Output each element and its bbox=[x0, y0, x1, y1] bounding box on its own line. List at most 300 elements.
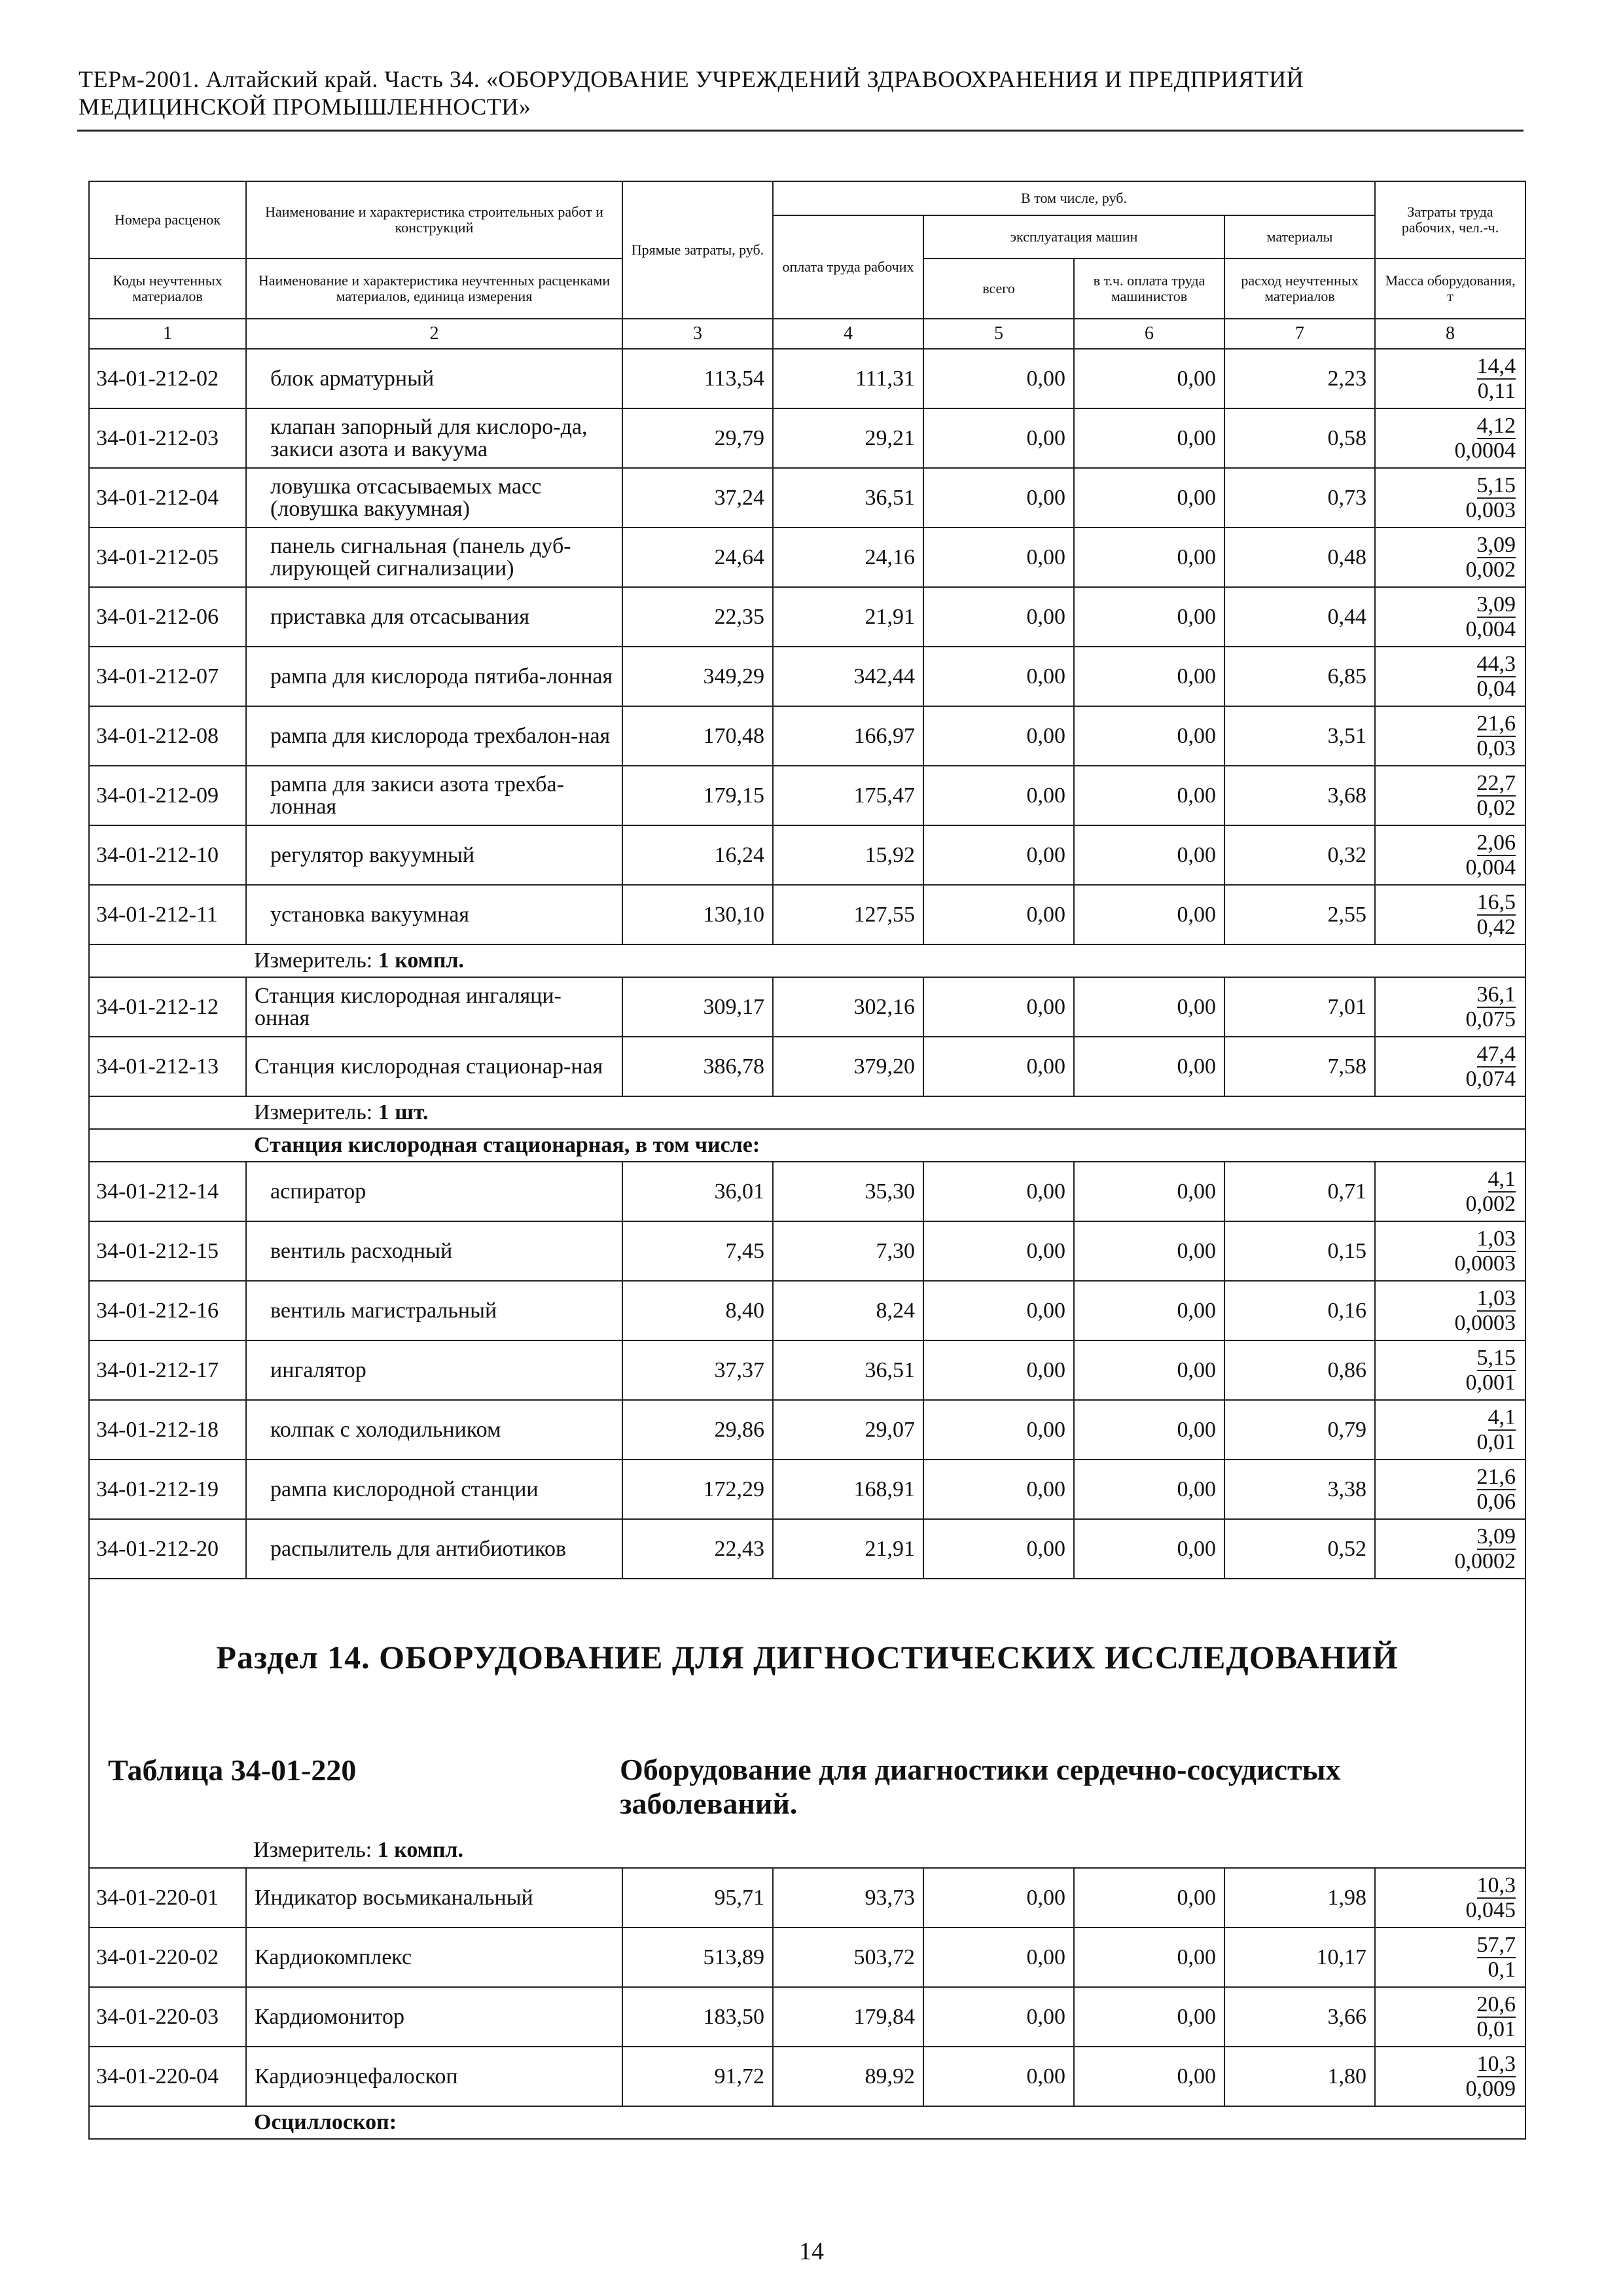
section-measure bbox=[253, 1838, 463, 1863]
machine-labor-cost: 0,00 bbox=[1074, 1928, 1224, 1987]
rate-code: 34-01-220-03 bbox=[89, 1987, 246, 2047]
rate-name-text: рампа для кислорода трехбалон-ная bbox=[270, 723, 611, 748]
equipment-mass: 0,01 bbox=[1476, 2017, 1516, 2041]
labor-cost: 29,21 bbox=[773, 408, 923, 468]
labor-hours: 36,1 bbox=[1476, 982, 1516, 1007]
machine-cost: 0,00 bbox=[923, 408, 1074, 468]
labor-hours: 21,6 bbox=[1476, 1464, 1516, 1489]
machine-cost: 0,00 bbox=[923, 349, 1074, 408]
rate-name: Станция кислородная стационар-ная bbox=[246, 1037, 622, 1096]
machine-labor-cost: 0,00 bbox=[1074, 1460, 1224, 1519]
section-row bbox=[89, 1579, 1525, 1868]
equipment-mass: 0,0002 bbox=[1454, 1549, 1516, 1573]
machine-cost: 0,00 bbox=[923, 1400, 1074, 1460]
col1-header-top: Номера расценок bbox=[89, 181, 246, 259]
labor-cost: 503,72 bbox=[773, 1928, 923, 1987]
rate-code: 34-01-212-02 bbox=[89, 349, 246, 408]
rate-name bbox=[246, 468, 622, 528]
machine-cost: 0,00 bbox=[923, 1221, 1074, 1281]
machine-labor-cost: 0,00 bbox=[1074, 1221, 1224, 1281]
table-row bbox=[89, 1868, 1525, 1928]
labor-hours: 2,06 bbox=[1476, 830, 1516, 855]
materials-cost: 10,17 bbox=[1224, 1928, 1375, 1987]
table-row bbox=[89, 1340, 1525, 1400]
equipment-mass: 0,03 bbox=[1476, 736, 1516, 761]
col6-header: в т.ч. оплата труда машинистов bbox=[1074, 259, 1224, 319]
direct-cost: 170,48 bbox=[622, 706, 773, 766]
labor-mass-fraction bbox=[1375, 1400, 1525, 1460]
rate-name bbox=[246, 885, 622, 944]
direct-cost: 513,89 bbox=[622, 1928, 773, 1987]
machine-labor-cost: 0,00 bbox=[1074, 408, 1224, 468]
materials-cost: 0,58 bbox=[1224, 408, 1375, 468]
materials-cost: 6,85 bbox=[1224, 647, 1375, 706]
measure-label: Измеритель: bbox=[254, 1100, 378, 1124]
labor-hours: 21,6 bbox=[1476, 711, 1516, 736]
col2-header-top: Наименование и характеристика строительных работ и конструкций bbox=[246, 181, 622, 259]
machine-cost: 0,00 bbox=[923, 528, 1074, 587]
labor-cost: 89,92 bbox=[773, 2047, 923, 2106]
rate-name bbox=[246, 1162, 622, 1221]
machine-labor-cost: 0,00 bbox=[1074, 1340, 1224, 1400]
rate-code: 34-01-212-06 bbox=[89, 587, 246, 647]
measure-unit: 1 компл. bbox=[378, 948, 465, 973]
machine-cost: 0,00 bbox=[923, 1037, 1074, 1096]
labor-mass-fraction bbox=[1375, 1928, 1525, 1987]
document-header bbox=[79, 65, 1518, 120]
col3-header: Прямые затраты, руб. bbox=[622, 181, 773, 319]
labor-cost: 179,84 bbox=[773, 1987, 923, 2047]
column-index: 3 bbox=[622, 319, 773, 349]
direct-cost: 179,15 bbox=[622, 766, 773, 825]
equipment-mass: 0,1 bbox=[1488, 1957, 1516, 1982]
machine-labor-cost: 0,00 bbox=[1074, 1987, 1224, 2047]
table-number: Таблица 34-01-220 bbox=[108, 1753, 357, 1787]
labor-mass-fraction bbox=[1375, 1162, 1525, 1221]
labor-cost: 111,31 bbox=[773, 349, 923, 408]
equipment-mass: 0,0004 bbox=[1454, 438, 1516, 463]
labor-cost: 168,91 bbox=[773, 1460, 923, 1519]
direct-cost: 95,71 bbox=[622, 1868, 773, 1928]
rates-table bbox=[88, 181, 1526, 2140]
labor-hours: 22,7 bbox=[1476, 770, 1516, 795]
rate-name-text: приставка для отсасывания bbox=[270, 604, 529, 629]
rate-name bbox=[246, 706, 622, 766]
labor-cost: 302,16 bbox=[773, 977, 923, 1037]
equipment-mass: 0,002 bbox=[1465, 1191, 1516, 1216]
rate-code: 34-01-212-03 bbox=[89, 408, 246, 468]
rate-name-text: вентиль магистральный bbox=[270, 1298, 497, 1323]
rate-name bbox=[246, 1221, 622, 1281]
rate-name bbox=[246, 1519, 622, 1579]
table-row bbox=[89, 1400, 1525, 1460]
labor-hours: 10,3 bbox=[1476, 2051, 1516, 2076]
machine-cost: 0,00 bbox=[923, 1162, 1074, 1221]
column-index-row bbox=[89, 319, 1525, 349]
column-index: 8 bbox=[1375, 319, 1525, 349]
rate-name-text: аспиратор bbox=[270, 1179, 366, 1204]
labor-cost: 21,91 bbox=[773, 1519, 923, 1579]
rate-code: 34-01-212-08 bbox=[89, 706, 246, 766]
rate-name bbox=[246, 408, 622, 468]
table-row bbox=[89, 1037, 1525, 1096]
rate-code: 34-01-212-09 bbox=[89, 766, 246, 825]
table-row bbox=[89, 349, 1525, 408]
equipment-mass: 0,075 bbox=[1465, 1007, 1516, 1031]
labor-hours: 4,1 bbox=[1488, 1405, 1516, 1429]
equipment-mass: 0,0003 bbox=[1454, 1310, 1516, 1335]
materials-cost: 0,79 bbox=[1224, 1400, 1375, 1460]
direct-cost: 349,29 bbox=[622, 647, 773, 706]
labor-cost: 15,92 bbox=[773, 825, 923, 885]
labor-mass-fraction bbox=[1375, 587, 1525, 647]
labor-hours: 20,6 bbox=[1476, 1992, 1516, 2017]
labor-mass-fraction bbox=[1375, 647, 1525, 706]
subheading-row bbox=[89, 1129, 1525, 1162]
direct-cost: 309,17 bbox=[622, 977, 773, 1037]
equipment-mass: 0,04 bbox=[1476, 676, 1516, 701]
materials-cost: 3,38 bbox=[1224, 1460, 1375, 1519]
machine-cost: 0,00 bbox=[923, 1281, 1074, 1340]
col1-header-bottom: Коды неучтенных материалов bbox=[89, 259, 246, 319]
rate-code: 34-01-212-05 bbox=[89, 528, 246, 587]
equipment-mass: 0,0003 bbox=[1454, 1251, 1516, 1276]
rate-name bbox=[246, 349, 622, 408]
rate-name bbox=[246, 528, 622, 587]
machine-labor-cost: 0,00 bbox=[1074, 977, 1224, 1037]
table-row bbox=[89, 1281, 1525, 1340]
labor-cost: 175,47 bbox=[773, 766, 923, 825]
table-row bbox=[89, 587, 1525, 647]
labor-mass-fraction bbox=[1375, 766, 1525, 825]
rate-name-text: распылитель для антибиотиков bbox=[270, 1536, 566, 1561]
machines-header: эксплуатация машин bbox=[923, 215, 1224, 259]
labor-hours: 1,03 bbox=[1476, 1226, 1516, 1251]
machine-cost: 0,00 bbox=[923, 1987, 1074, 2047]
col4-header: оплата труда рабочих bbox=[773, 215, 923, 319]
equipment-mass: 0,009 bbox=[1465, 2076, 1516, 2101]
table-row bbox=[89, 2047, 1525, 2106]
rate-code: 34-01-212-16 bbox=[89, 1281, 246, 1340]
labor-hours: 3,09 bbox=[1476, 1524, 1516, 1549]
rate-name-text: рампа кислородной станции bbox=[270, 1477, 539, 1501]
rate-name: Кардиоэнцефалоскоп bbox=[246, 2047, 622, 2106]
labor-mass-fraction bbox=[1375, 1987, 1525, 2047]
machine-labor-cost: 0,00 bbox=[1074, 349, 1224, 408]
labor-mass-fraction bbox=[1375, 1868, 1525, 1928]
direct-cost: 29,79 bbox=[622, 408, 773, 468]
labor-mass-fraction bbox=[1375, 1037, 1525, 1096]
rate-name: Кардиомонитор bbox=[246, 1987, 622, 2047]
column-index: 1 bbox=[89, 319, 246, 349]
col5-header: всего bbox=[923, 259, 1074, 319]
labor-hours: 4,12 bbox=[1476, 413, 1516, 438]
labor-hours: 10,3 bbox=[1476, 1873, 1516, 1897]
col7-header: расход неучтенных материалов bbox=[1224, 259, 1375, 319]
labor-hours: 44,3 bbox=[1476, 651, 1516, 676]
labor-hours: 3,09 bbox=[1476, 592, 1516, 617]
table-row bbox=[89, 1519, 1525, 1579]
table-row bbox=[89, 408, 1525, 468]
rate-name-text: рампа для кислорода пятиба-лонная bbox=[270, 664, 613, 689]
machine-labor-cost: 0,00 bbox=[1074, 647, 1224, 706]
labor-hours: 14,4 bbox=[1476, 353, 1516, 378]
labor-mass-fraction bbox=[1375, 977, 1525, 1037]
table-row bbox=[89, 706, 1525, 766]
labor-cost: 24,16 bbox=[773, 528, 923, 587]
labor-cost: 36,51 bbox=[773, 468, 923, 528]
rate-name bbox=[246, 1460, 622, 1519]
rate-code: 34-01-212-18 bbox=[89, 1400, 246, 1460]
page-number: 14 bbox=[799, 2238, 824, 2265]
measure-label: Измеритель: bbox=[253, 1838, 378, 1862]
machine-labor-cost: 0,00 bbox=[1074, 528, 1224, 587]
table-row bbox=[89, 1987, 1525, 2047]
measure-unit: 1 шт. bbox=[378, 1100, 429, 1124]
materials-cost: 0,32 bbox=[1224, 825, 1375, 885]
column-index: 5 bbox=[923, 319, 1074, 349]
labor-cost: 342,44 bbox=[773, 647, 923, 706]
machine-labor-cost: 0,00 bbox=[1074, 825, 1224, 885]
machine-cost: 0,00 bbox=[923, 1340, 1074, 1400]
direct-cost: 386,78 bbox=[622, 1037, 773, 1096]
labor-cost: 35,30 bbox=[773, 1162, 923, 1221]
rate-name: Станция кислородная ингаляци-онная bbox=[246, 977, 622, 1037]
labor-hours: 57,7 bbox=[1476, 1932, 1516, 1957]
machine-cost: 0,00 bbox=[923, 1868, 1074, 1928]
materials-cost: 2,55 bbox=[1224, 885, 1375, 944]
machine-cost: 0,00 bbox=[923, 977, 1074, 1037]
table-row bbox=[89, 1928, 1525, 1987]
direct-cost: 37,24 bbox=[622, 468, 773, 528]
machine-labor-cost: 0,00 bbox=[1074, 587, 1224, 647]
labor-mass-fraction bbox=[1375, 408, 1525, 468]
rate-name-text: клапан запорный для кислоро-да, закиси азота и вакуума bbox=[270, 414, 588, 461]
machine-cost: 0,00 bbox=[923, 1928, 1074, 1987]
rate-code: 34-01-212-07 bbox=[89, 647, 246, 706]
column-index: 4 bbox=[773, 319, 923, 349]
labor-mass-fraction bbox=[1375, 1340, 1525, 1400]
labor-mass-fraction bbox=[1375, 468, 1525, 528]
subheading-row bbox=[89, 2106, 1525, 2139]
equipment-mass: 0,02 bbox=[1476, 795, 1516, 820]
labor-hours: 5,15 bbox=[1476, 473, 1516, 497]
direct-cost: 130,10 bbox=[622, 885, 773, 944]
rate-code: 34-01-220-02 bbox=[89, 1928, 246, 1987]
rate-code: 34-01-212-15 bbox=[89, 1221, 246, 1281]
machine-labor-cost: 0,00 bbox=[1074, 1868, 1224, 1928]
machine-labor-cost: 0,00 bbox=[1074, 885, 1224, 944]
measure-row bbox=[89, 944, 1525, 977]
labor-mass-fraction bbox=[1375, 2047, 1525, 2106]
materials-header: материалы bbox=[1224, 215, 1375, 259]
materials-cost: 0,52 bbox=[1224, 1519, 1375, 1579]
rate-name-text: колпак с холодильником bbox=[270, 1417, 501, 1442]
equipment-mass: 0,045 bbox=[1465, 1897, 1516, 1922]
subheading: Станция кислородная стационарная, в том числе: bbox=[246, 1129, 1525, 1162]
direct-cost: 24,64 bbox=[622, 528, 773, 587]
rate-code: 34-01-212-19 bbox=[89, 1460, 246, 1519]
labor-cost: 379,20 bbox=[773, 1037, 923, 1096]
rate-code: 34-01-212-12 bbox=[89, 977, 246, 1037]
col2-header-bottom: Наименование и характеристика неучтенных расценками материалов, единица измерения bbox=[246, 259, 622, 319]
rate-name-text: ловушка отсасываемых масс (ловушка вакуумная) bbox=[270, 474, 542, 521]
table-row bbox=[89, 1460, 1525, 1519]
col8-header-bottom: Масса оборудования, т bbox=[1375, 259, 1525, 319]
subheading: Осциллоскоп: bbox=[246, 2106, 1525, 2139]
rate-name bbox=[246, 1340, 622, 1400]
column-index: 2 bbox=[246, 319, 622, 349]
header-rule bbox=[77, 130, 1524, 132]
labor-mass-fraction bbox=[1375, 1460, 1525, 1519]
labor-mass-fraction bbox=[1375, 885, 1525, 944]
labor-mass-fraction bbox=[1375, 349, 1525, 408]
machine-labor-cost: 0,00 bbox=[1074, 766, 1224, 825]
machine-labor-cost: 0,00 bbox=[1074, 1162, 1224, 1221]
machine-cost: 0,00 bbox=[923, 825, 1074, 885]
labor-hours: 5,15 bbox=[1476, 1345, 1516, 1370]
labor-mass-fraction bbox=[1375, 1221, 1525, 1281]
header-line-1: ТЕРм-2001. Алтайский край. Часть 34. «ОБОРУДОВАНИЕ УЧРЕЖДЕНИЙ ЗДРАВООХРАНЕНИЯ И ПРЕДПРИЯТИЙ bbox=[79, 66, 1304, 92]
labor-cost: 93,73 bbox=[773, 1868, 923, 1928]
labor-mass-fraction bbox=[1375, 706, 1525, 766]
rate-name-text: блок арматурный bbox=[270, 366, 435, 391]
labor-hours: 1,03 bbox=[1476, 1285, 1516, 1310]
labor-hours: 3,09 bbox=[1476, 532, 1516, 557]
table-title: Оборудование для диагностики сердечно-сосудистых заболеваний. bbox=[620, 1753, 1341, 1820]
machine-cost: 0,00 bbox=[923, 885, 1074, 944]
equipment-mass: 0,074 bbox=[1465, 1066, 1516, 1091]
rate-code: 34-01-212-20 bbox=[89, 1519, 246, 1579]
rate-name: Индикатор восьмиканальный bbox=[246, 1868, 622, 1928]
machine-cost: 0,00 bbox=[923, 1519, 1074, 1579]
equipment-mass: 0,01 bbox=[1476, 1429, 1516, 1454]
rate-code: 34-01-220-01 bbox=[89, 1868, 246, 1928]
equipment-mass: 0,11 bbox=[1477, 378, 1516, 403]
direct-cost: 36,01 bbox=[622, 1162, 773, 1221]
materials-cost: 0,15 bbox=[1224, 1221, 1375, 1281]
rate-name-text: ингалятор bbox=[270, 1357, 366, 1382]
labor-cost: 8,24 bbox=[773, 1281, 923, 1340]
labor-hours: 47,4 bbox=[1476, 1041, 1516, 1066]
equipment-mass: 0,003 bbox=[1465, 497, 1516, 522]
direct-cost: 113,54 bbox=[622, 349, 773, 408]
direct-cost: 8,40 bbox=[622, 1281, 773, 1340]
machine-cost: 0,00 bbox=[923, 468, 1074, 528]
labor-cost: 7,30 bbox=[773, 1221, 923, 1281]
table-row bbox=[89, 1221, 1525, 1281]
labor-mass-fraction bbox=[1375, 528, 1525, 587]
equipment-mass: 0,42 bbox=[1476, 914, 1516, 939]
materials-cost: 7,58 bbox=[1224, 1037, 1375, 1096]
rate-code: 34-01-212-10 bbox=[89, 825, 246, 885]
rate-name bbox=[246, 647, 622, 706]
table-row bbox=[89, 1162, 1525, 1221]
labor-mass-fraction bbox=[1375, 1519, 1525, 1579]
labor-cost: 166,97 bbox=[773, 706, 923, 766]
machine-cost: 0,00 bbox=[923, 766, 1074, 825]
direct-cost: 172,29 bbox=[622, 1460, 773, 1519]
table-row bbox=[89, 528, 1525, 587]
machine-cost: 0,00 bbox=[923, 587, 1074, 647]
direct-cost: 22,35 bbox=[622, 587, 773, 647]
rate-code: 34-01-212-17 bbox=[89, 1340, 246, 1400]
machine-labor-cost: 0,00 bbox=[1074, 1519, 1224, 1579]
materials-cost: 0,71 bbox=[1224, 1162, 1375, 1221]
direct-cost: 16,24 bbox=[622, 825, 773, 885]
section-title: Раздел 14. ОБОРУДОВАНИЕ ДЛЯ ДИГНОСТИЧЕСКИХ ИССЛЕДОВАНИЙ bbox=[216, 1639, 1399, 1676]
measure-unit: 1 компл. bbox=[377, 1838, 464, 1862]
table-row bbox=[89, 647, 1525, 706]
rate-name-text: регулятор вакуумный bbox=[270, 842, 475, 867]
table-row bbox=[89, 468, 1525, 528]
rate-name bbox=[246, 1400, 622, 1460]
rate-name-text: вентиль расходный bbox=[270, 1238, 453, 1263]
direct-cost: 22,43 bbox=[622, 1519, 773, 1579]
labor-cost: 29,07 bbox=[773, 1400, 923, 1460]
materials-cost: 1,80 bbox=[1224, 2047, 1375, 2106]
in-total-header: В том числе, руб. bbox=[773, 181, 1375, 215]
equipment-mass: 0,004 bbox=[1465, 617, 1516, 641]
direct-cost: 37,37 bbox=[622, 1340, 773, 1400]
rate-code: 34-01-212-04 bbox=[89, 468, 246, 528]
table-row bbox=[89, 885, 1525, 944]
machine-cost: 0,00 bbox=[923, 647, 1074, 706]
equipment-mass: 0,002 bbox=[1465, 557, 1516, 582]
measure-row bbox=[89, 1096, 1525, 1129]
machine-cost: 0,00 bbox=[923, 706, 1074, 766]
table-row bbox=[89, 977, 1525, 1037]
header-line-2: МЕДИЦИНСКОЙ ПРОМЫШЛЕННОСТИ» bbox=[79, 94, 531, 120]
rate-code: 34-01-212-14 bbox=[89, 1162, 246, 1221]
rate-name bbox=[246, 825, 622, 885]
direct-cost: 29,86 bbox=[622, 1400, 773, 1460]
labor-hours: 16,5 bbox=[1476, 889, 1516, 914]
machine-labor-cost: 0,00 bbox=[1074, 1037, 1224, 1096]
materials-cost: 0,48 bbox=[1224, 528, 1375, 587]
rate-name bbox=[246, 587, 622, 647]
rate-code: 34-01-220-04 bbox=[89, 2047, 246, 2106]
materials-cost: 3,66 bbox=[1224, 1987, 1375, 2047]
materials-cost: 7,01 bbox=[1224, 977, 1375, 1037]
labor-mass-fraction bbox=[1375, 825, 1525, 885]
column-index: 6 bbox=[1074, 319, 1224, 349]
direct-cost: 7,45 bbox=[622, 1221, 773, 1281]
labor-cost: 127,55 bbox=[773, 885, 923, 944]
equipment-mass: 0,001 bbox=[1465, 1370, 1516, 1395]
equipment-mass: 0,06 bbox=[1476, 1489, 1516, 1514]
rate-name bbox=[246, 1281, 622, 1340]
materials-cost: 3,51 bbox=[1224, 706, 1375, 766]
machine-labor-cost: 0,00 bbox=[1074, 2047, 1224, 2106]
materials-cost: 0,16 bbox=[1224, 1281, 1375, 1340]
machine-labor-cost: 0,00 bbox=[1074, 706, 1224, 766]
direct-cost: 91,72 bbox=[622, 2047, 773, 2106]
column-index: 7 bbox=[1224, 319, 1375, 349]
rate-name: Кардиокомплекс bbox=[246, 1928, 622, 1987]
rate-code: 34-01-212-13 bbox=[89, 1037, 246, 1096]
machine-labor-cost: 0,00 bbox=[1074, 1281, 1224, 1340]
materials-cost: 2,23 bbox=[1224, 349, 1375, 408]
labor-mass-fraction bbox=[1375, 1281, 1525, 1340]
rate-name bbox=[246, 766, 622, 825]
labor-cost: 36,51 bbox=[773, 1340, 923, 1400]
col8-header-top: Затраты труда рабочих, чел.-ч. bbox=[1375, 181, 1525, 259]
labor-hours: 4,1 bbox=[1488, 1166, 1516, 1191]
materials-cost: 1,98 bbox=[1224, 1868, 1375, 1928]
rate-name-text: рампа для закиси азота трехба-лонная bbox=[270, 772, 564, 819]
materials-cost: 0,86 bbox=[1224, 1340, 1375, 1400]
